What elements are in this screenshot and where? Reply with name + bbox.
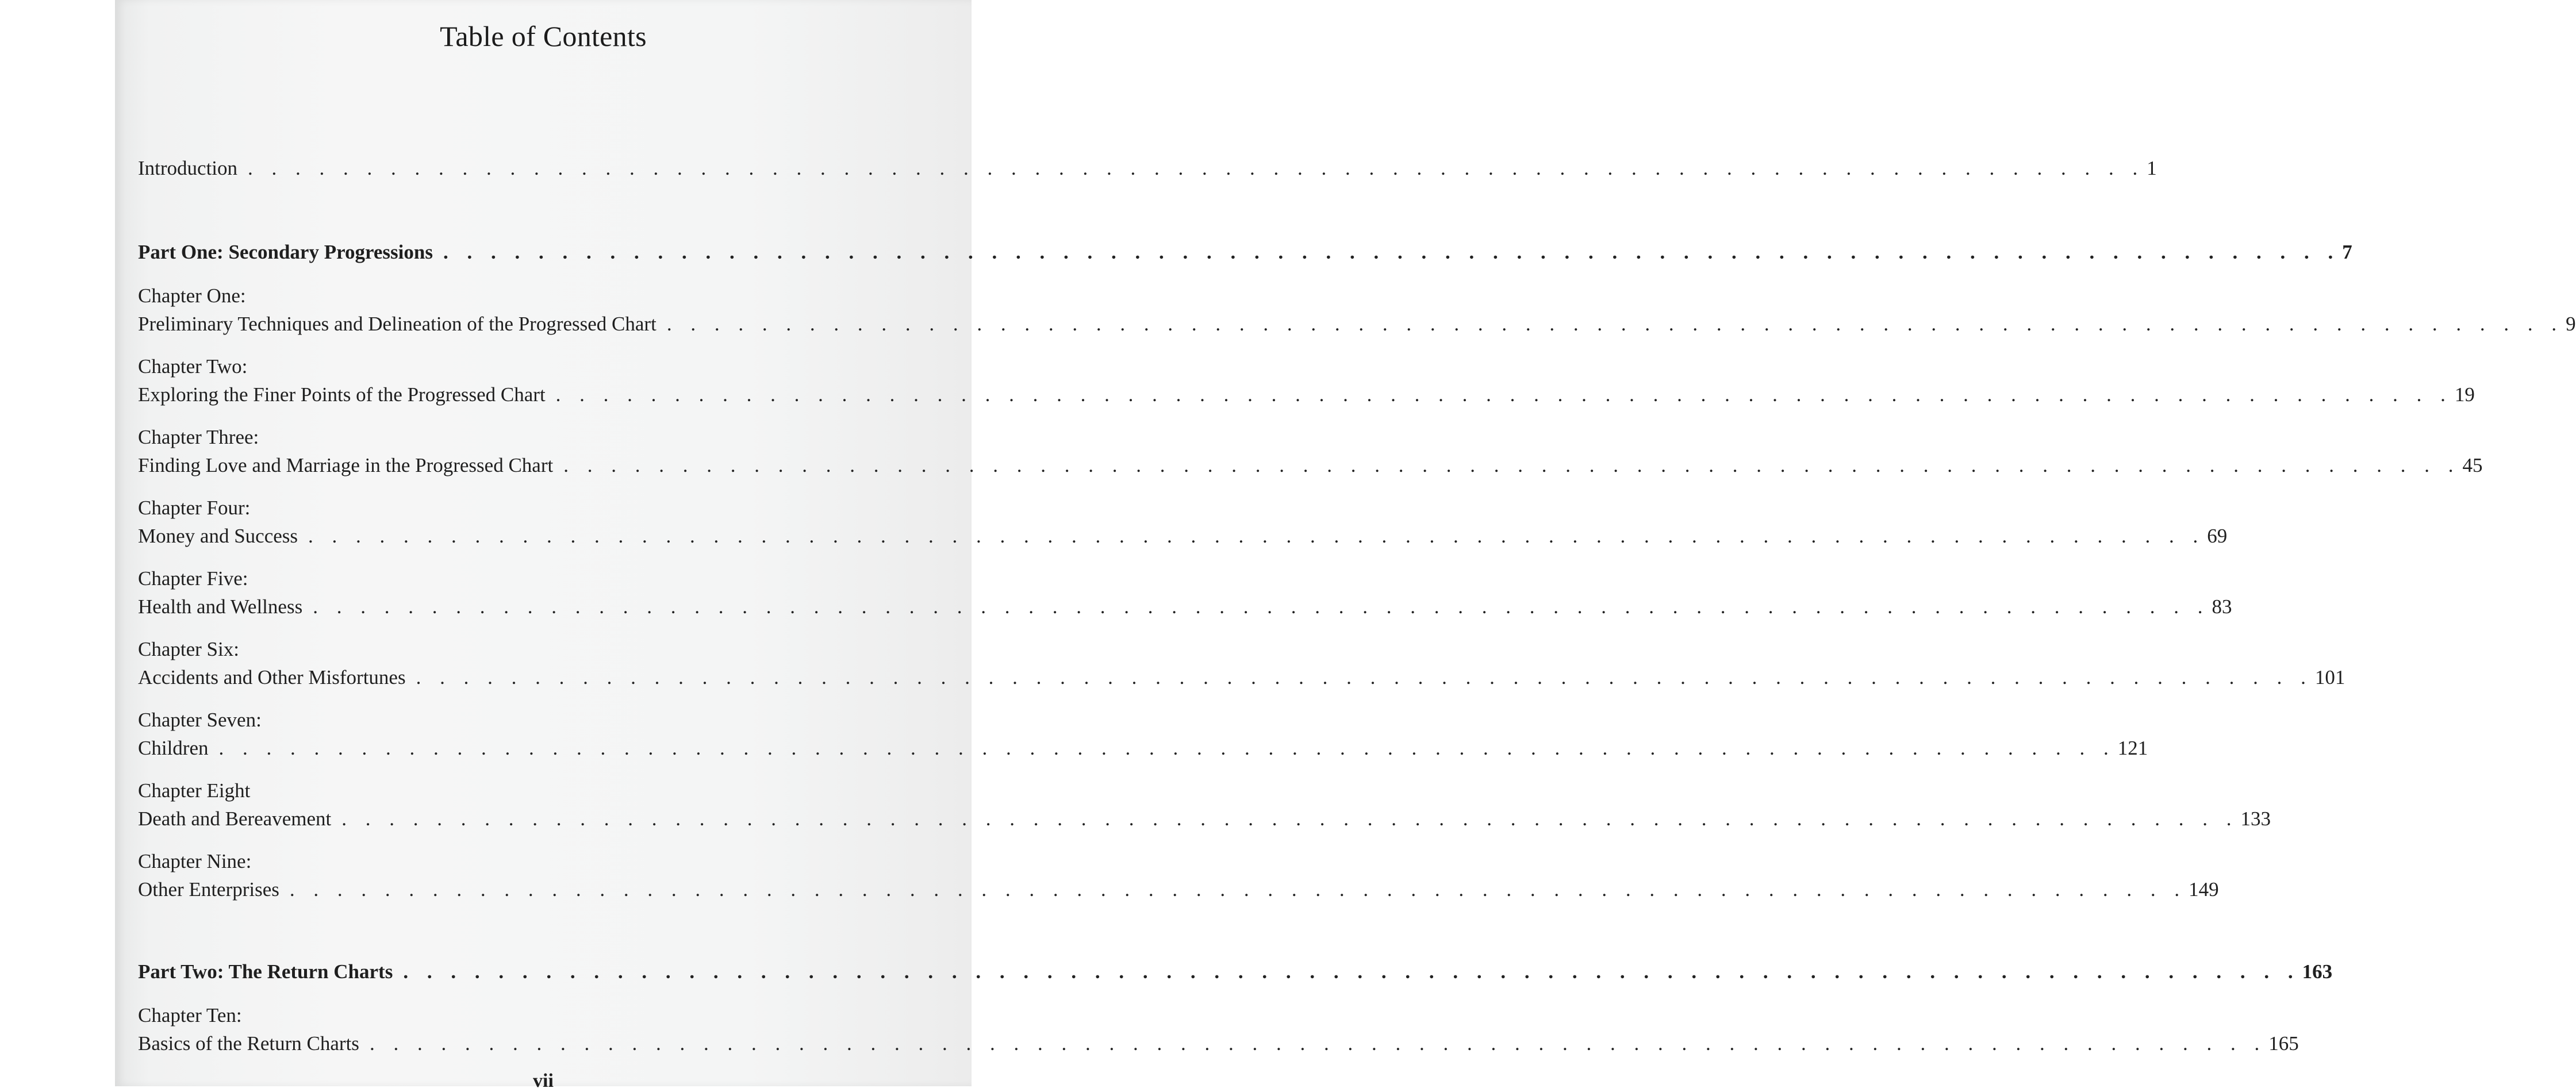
toc-entry-chapter-nine[interactable] <box>138 847 2219 903</box>
page-title: Table of Contents <box>440 20 647 52</box>
toc-entry-title: Basics of the Return Charts <box>138 1032 359 1055</box>
dot-leader: . . . . . . . . . . . . . . . . . . . . . . . . . . . . . . . . . . . . . . . . . . . . . . . . . . . . . . . . . . . . . . . . . . . . . . . . . . . . . . . . <box>369 1032 2267 1055</box>
toc-entry-title: Health and Wellness <box>138 595 303 618</box>
toc-page-number: 9 <box>2566 313 2576 335</box>
toc-entry-chapter-eight[interactable] <box>138 776 2271 833</box>
page-folio: vii <box>533 1070 554 1091</box>
chapter-label: Chapter Nine: <box>138 850 252 872</box>
toc-entry-chapter-three[interactable] <box>138 423 2483 479</box>
chapter-label: Chapter Eight <box>138 779 251 802</box>
toc-entry-introduction[interactable] <box>138 154 2157 182</box>
dot-leader: . . . . . . . . . . . . . . . . . . . . . . . . . . . . . . . . . . . . . . . . . . . . . . . . . . . . . . . . . . . . . . . . . . . . . . . . . . . . . . . . <box>308 525 2205 547</box>
toc-page-number: 121 <box>2117 737 2148 759</box>
toc-page-number: 19 <box>2454 383 2475 406</box>
dot-leader: . . . . . . . . . . . . . . . . . . . . . . . . . . . . . . . . . . . . . . . . . . . . . . . . . . . . . . . . . . . . . . . . . . . . . . . . . . . . . . . . <box>313 595 2210 618</box>
toc-part-title: Part Two: The Return Charts <box>138 960 393 983</box>
book-page <box>115 0 2576 1091</box>
toc-entry-title: Finding Love and Marriage in the Progressed Chart <box>138 454 554 476</box>
dot-leader: . . . . . . . . . . . . . . . . . . . . . . . . . . . . . . . . . . . . . . . . . . . . . . . . . . . . . . . . . . . . . . . . . . . . . . . . . . . . . . . . <box>666 313 2564 335</box>
toc-entry-chapter-seven[interactable] <box>138 706 2148 762</box>
toc-page-number: 7 <box>2342 241 2352 263</box>
toc-entry-title: Children <box>138 737 209 759</box>
toc-page-number: 69 <box>2207 525 2228 547</box>
dot-leader: . . . . . . . . . . . . . . . . . . . . . . . . . . . . . . . . . . . . . . . . . . . . . . . . . . . . . . . . . . . . . . . . . . . . . . . . . . . . . . . . <box>403 960 2300 983</box>
toc-entry-title: Death and Bereavement <box>138 808 332 830</box>
toc-page-number: 165 <box>2268 1032 2299 1055</box>
toc-page-number: 1 <box>2147 157 2157 179</box>
dot-leader: . . . . . . . . . . . . . . . . . . . . . . . . . . . . . . . . . . . . . . . . . . . . . . . . . . . . . . . . . . . . . . . . . . . . . . . . . . . . . . . . <box>248 157 2145 179</box>
toc-part-title: Part One: Secondary Progressions <box>138 241 433 263</box>
toc-page-number: 45 <box>2462 454 2483 476</box>
dot-leader: . . . . . . . . . . . . . . . . . . . . . . . . . . . . . . . . . . . . . . . . . . . . . . . . . . . . . . . . . . . . . . . . . . . . . . . . . . . . . . . . <box>218 737 2116 759</box>
toc-entry-title: Other Enterprises <box>138 878 279 901</box>
toc-page-number: 101 <box>2314 666 2345 689</box>
chapter-label: Chapter Three: <box>138 426 259 448</box>
toc-entry-chapter-six[interactable] <box>138 635 2345 691</box>
toc-page-number: 163 <box>2302 960 2333 983</box>
chapter-label: Chapter Ten: <box>138 1004 242 1026</box>
toc-entry-title: Accidents and Other Misfortunes <box>138 666 406 689</box>
chapter-label: Chapter One: <box>138 284 246 307</box>
chapter-label: Chapter Four: <box>138 497 251 519</box>
toc-page-number: 133 <box>2240 808 2271 830</box>
toc-entry-chapter-four[interactable] <box>138 494 2228 550</box>
dot-leader: . . . . . . . . . . . . . . . . . . . . . . . . . . . . . . . . . . . . . . . . . . . . . . . . . . . . . . . . . . . . . . . . . . . . . . . . . . . . . . . . <box>555 383 2452 406</box>
toc-entry-chapter-ten[interactable] <box>138 1001 2299 1058</box>
toc-entry-part-two[interactable] <box>138 958 2333 986</box>
toc-page-number: 149 <box>2189 878 2219 901</box>
toc-page-number: 83 <box>2212 595 2232 618</box>
toc-entry-chapter-two[interactable] <box>138 352 2475 409</box>
dot-leader: . . . . . . . . . . . . . . . . . . . . . . . . . . . . . . . . . . . . . . . . . . . . . . . . . . . . . . . . . . . . . . . . . . . . . . . . . . . . . . . . <box>443 241 2340 263</box>
dot-leader: . . . . . . . . . . . . . . . . . . . . . . . . . . . . . . . . . . . . . . . . . . . . . . . . . . . . . . . . . . . . . . . . . . . . . . . . . . . . . . . . <box>563 454 2460 476</box>
toc-entry-title: Exploring the Finer Points of the Progressed Chart <box>138 383 546 406</box>
dot-leader: . . . . . . . . . . . . . . . . . . . . . . . . . . . . . . . . . . . . . . . . . . . . . . . . . . . . . . . . . . . . . . . . . . . . . . . . . . . . . . . . <box>289 878 2187 901</box>
dot-leader: . . . . . . . . . . . . . . . . . . . . . . . . . . . . . . . . . . . . . . . . . . . . . . . . . . . . . . . . . . . . . . . . . . . . . . . . . . . . . . . . <box>416 666 2313 689</box>
chapter-label: Chapter Six: <box>138 638 239 660</box>
chapter-label: Chapter Two: <box>138 355 248 378</box>
dot-leader: . . . . . . . . . . . . . . . . . . . . . . . . . . . . . . . . . . . . . . . . . . . . . . . . . . . . . . . . . . . . . . . . . . . . . . . . . . . . . . . . <box>341 808 2239 830</box>
toc-entry-chapter-one[interactable] <box>138 282 2576 338</box>
toc-entry-chapter-five[interactable] <box>138 564 2232 621</box>
toc-entry-title: Introduction <box>138 157 238 179</box>
toc-entry-part-one[interactable] <box>138 238 2352 266</box>
chapter-label: Chapter Five: <box>138 567 248 590</box>
chapter-label: Chapter Seven: <box>138 709 262 731</box>
toc-entry-title: Money and Success <box>138 525 298 547</box>
toc-entry-title: Preliminary Techniques and Delineation of the Progressed Chart <box>138 313 657 335</box>
